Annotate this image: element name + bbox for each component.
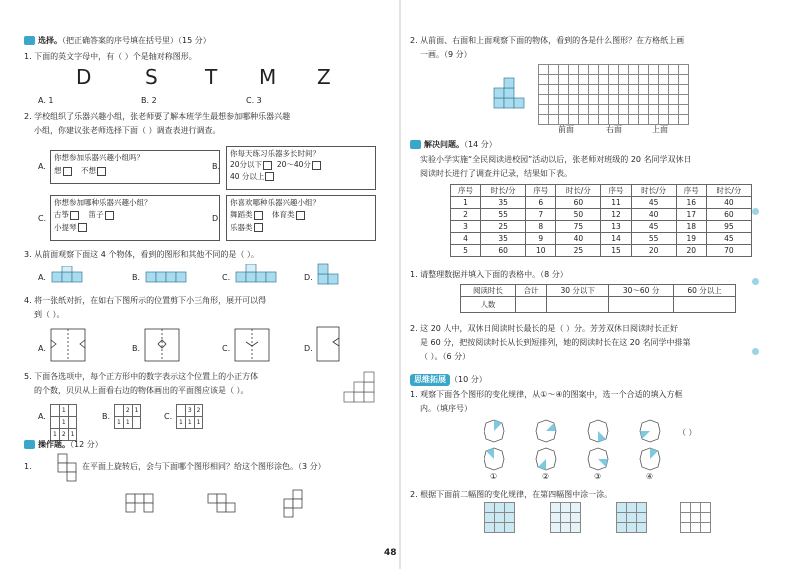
q5-text-b: 的个数，贝贝从上面看右边的物体画出的平面图应该是（ ）。 <box>34 386 249 395</box>
table-row <box>451 245 752 257</box>
q2-option-d[interactable]: D. <box>212 214 221 223</box>
checkbox[interactable] <box>312 161 321 170</box>
q4-paper-b <box>144 328 180 362</box>
table-header-cell: 序号 <box>676 185 706 197</box>
op1-number: 1. <box>24 462 32 471</box>
table-cell: 45 <box>706 233 751 245</box>
summary-table: 阅读时长 合计 30 分以下 30～60 分 60 分以上 人数 <box>460 284 736 313</box>
section-icon <box>24 440 35 449</box>
table-cell: 9 <box>526 233 556 245</box>
table-cell: 4 <box>451 233 481 245</box>
q1-text: 1. 下面的英文字母中，有（ ）个是轴对称图形。 <box>24 52 197 61</box>
e2-figure-3 <box>616 502 647 533</box>
q1-letter-z: Z <box>317 65 331 89</box>
table-cell: 10 <box>526 245 556 257</box>
survey-card-b: 你每天练习乐器多长时间？ 20分以下 20～40分 40 分以上 <box>226 146 376 190</box>
rq2-text-a: 2. 从前面、右面和上面观察下面的物体，看到的各是什么图形？在方格纸上画 <box>410 36 685 45</box>
rq2-text-b: 一画。（9 分） <box>420 50 472 59</box>
table-header-cell: 时长/分 <box>556 185 601 197</box>
rq2b-text-c: （ ）。（6 分） <box>420 352 471 361</box>
q3-option-c[interactable]: C. <box>222 273 231 282</box>
summary-cell-over60[interactable] <box>674 297 736 313</box>
survey-card-a: 你想参加乐器兴趣小组吗？ 想 不想 <box>50 150 220 184</box>
q1-letter-d: D <box>76 65 92 89</box>
table-cell: 40 <box>556 233 601 245</box>
q1-letter-t: T <box>205 65 218 89</box>
e1-answer-box[interactable]: （ ） <box>678 428 697 437</box>
table-header-cell: 序号 <box>451 185 481 197</box>
table-row <box>451 221 752 233</box>
checkbox[interactable] <box>254 223 263 232</box>
table-cell: 7 <box>526 209 556 221</box>
table-cell: 70 <box>706 245 751 257</box>
table-cell: 5 <box>451 245 481 257</box>
q2-option-b[interactable]: B. <box>212 162 221 171</box>
q2-text-a: 2. 学校组织了乐器兴趣小组，张老师要了解本班学生最想参加哪种乐器兴趣 <box>24 112 291 121</box>
margin-dot <box>752 208 759 215</box>
q1-letter-m: M <box>259 65 277 89</box>
checkbox[interactable] <box>263 161 272 170</box>
q4-option-c[interactable]: C. <box>222 344 231 353</box>
table-header-cell: 时长/分 <box>631 185 676 197</box>
reading-time-table <box>450 184 752 257</box>
table-cell: 40 <box>706 197 751 209</box>
q5-grid-a: 1 1 1 2 1 <box>50 404 77 441</box>
q4-paper-c <box>234 328 270 362</box>
grid-label-front: 前面 <box>558 125 574 134</box>
q3-cubes-c <box>234 264 294 286</box>
table-cell: 60 <box>706 209 751 221</box>
e2-figure-4-answer[interactable] <box>680 502 711 533</box>
rq1-text: 1. 请整理数据并填入下面的表格中。（8 分） <box>410 270 568 279</box>
table-cell: 2 <box>451 209 481 221</box>
q5-text-a: 5. 下面各选项中，每个正方形中的数字表示这个位置上的小正方体 <box>24 372 259 381</box>
table-header-cell: 时长/分 <box>481 185 526 197</box>
table-cell: 25 <box>556 245 601 257</box>
summary-cell-under30[interactable] <box>547 297 609 313</box>
checkbox[interactable] <box>97 167 106 176</box>
e1-option-1[interactable]: ① <box>490 472 498 481</box>
table-cell: 60 <box>556 197 601 209</box>
checkbox[interactable] <box>265 172 274 181</box>
q5-option-c[interactable]: C. <box>164 412 173 421</box>
table-cell: 13 <box>601 221 631 233</box>
op1-source-shape <box>56 452 80 486</box>
table-row <box>451 233 752 245</box>
q2-text-b: 小组，你建议张老师选择下面（ ）调查表进行调查。 <box>34 126 221 135</box>
table-header-cell: 序号 <box>601 185 631 197</box>
e1-pattern-row-top <box>484 418 684 444</box>
q3-option-b[interactable]: B. <box>132 273 141 282</box>
table-cell: 18 <box>676 221 706 233</box>
e2-figure-2 <box>550 502 581 533</box>
e1-option-3[interactable]: ③ <box>594 472 602 481</box>
q4-text-b: 到（ ）。 <box>34 310 65 319</box>
page-number: 48 <box>384 548 397 558</box>
table-cell: 75 <box>556 221 601 233</box>
q1-option-a[interactable]: A. 1 <box>38 96 54 105</box>
drawing-grid[interactable] <box>538 64 689 125</box>
q4-text-a: 4. 将一张纸对折，在如右下图所示的位置剪下小三角形，展开可以得 <box>24 296 267 305</box>
table-cell: 12 <box>601 209 631 221</box>
e2-text: 2. 根据下面前二幅图的变化规律，在第四幅图中涂一涂。 <box>410 490 613 499</box>
q3-text: 3. 从前面观察下面这 4 个物体，看到的图形和其他不同的是（ ）。 <box>24 250 259 259</box>
q5-option-b[interactable]: B. <box>102 412 111 421</box>
q4-option-a[interactable]: A. <box>38 344 46 353</box>
table-cell: 45 <box>631 221 676 233</box>
table-cell: 60 <box>481 245 526 257</box>
table-cell: 25 <box>481 221 526 233</box>
table-cell: 55 <box>631 233 676 245</box>
e1-text-a: 1. 观察下面各个图形的变化规律，从①～④的图案中，选一个合适的填入方框 <box>410 390 683 399</box>
checkbox[interactable] <box>78 223 87 232</box>
table-cell: 3 <box>451 221 481 233</box>
rq2b-text-a: 2. 这 20 人中，双休日阅读时长最长的是（ ）分。芳芳双休日阅读时长正好 <box>410 324 678 333</box>
table-cell: 15 <box>601 245 631 257</box>
q3-cubes-a <box>50 266 102 286</box>
survey-card-c: 你想参加哪种乐器兴趣小组？ 古筝 笛子 小提琴 <box>50 195 220 241</box>
table-cell: 6 <box>526 197 556 209</box>
q2-option-c[interactable]: C. <box>38 214 47 223</box>
q5-grid-c: 3 2 1 1 1 <box>176 404 203 429</box>
e1-pattern-row-options <box>484 446 684 472</box>
checkbox[interactable] <box>105 211 114 220</box>
rq2-cube-model <box>492 74 538 112</box>
q5-grid-b: 2 1 1 1 <box>114 404 141 429</box>
table-header-cell: 序号 <box>526 185 556 197</box>
grid-label-top: 上面 <box>652 125 668 134</box>
section-icon <box>24 36 35 45</box>
checkbox[interactable] <box>63 167 72 176</box>
table-cell: 50 <box>556 209 601 221</box>
section-solve-header: 解决问题。（14 分） <box>410 140 497 150</box>
table-cell: 55 <box>481 209 526 221</box>
q5-option-a[interactable]: A. <box>38 412 46 421</box>
checkbox[interactable] <box>70 211 79 220</box>
e1-option-2[interactable]: ② <box>542 472 550 481</box>
q1-letter-s: S <box>145 65 158 89</box>
table-cell: 40 <box>631 209 676 221</box>
table-cell: 20 <box>631 245 676 257</box>
rq2b-text-b: 是 60 分，把按阅读时长从长到短排列，她的阅读时长在这 20 名同学中排第 <box>420 338 691 347</box>
table-cell: 45 <box>631 197 676 209</box>
e1-text-b: 内。（填序号） <box>420 404 472 413</box>
q4-paper-a <box>50 328 86 362</box>
q4-folded-paper <box>316 326 346 364</box>
margin-dot <box>752 348 759 355</box>
op1-shape-2[interactable] <box>206 492 246 522</box>
table-cell: 19 <box>676 233 706 245</box>
summary-cell-30to60[interactable] <box>609 297 674 313</box>
q5-cube-stack <box>342 366 380 406</box>
q3-cubes-d <box>316 262 356 286</box>
table-row <box>451 197 752 209</box>
op1-text: 在平面上旋转后，会与下面哪个图形相同？给这个图形涂色。（3 分） <box>82 462 326 471</box>
margin-dot <box>752 278 759 285</box>
e1-option-4[interactable]: ④ <box>646 472 654 481</box>
survey-card-d: 你喜欢哪种乐器兴趣小组？ 舞蹈类 体育类 乐器类 <box>226 195 376 241</box>
table-header-row <box>451 185 752 197</box>
table-cell: 11 <box>601 197 631 209</box>
section-extension-header: 思维拓展 （10 分） <box>410 374 487 386</box>
table-cell: 95 <box>706 221 751 233</box>
grid-label-right: 右面 <box>606 125 622 134</box>
op1-shape-3[interactable] <box>282 488 312 524</box>
section-choice-header: 选择。（把正确答案的序号填在括号里）（15 分） <box>24 36 211 46</box>
table-cell: 14 <box>601 233 631 245</box>
table-cell: 35 <box>481 197 526 209</box>
checkbox[interactable] <box>296 211 305 220</box>
q1-option-b[interactable]: B. 2 <box>141 96 157 105</box>
op1-shape-1[interactable] <box>124 492 164 522</box>
section-icon <box>410 140 421 149</box>
checkbox[interactable] <box>254 211 263 220</box>
q1-option-c[interactable]: C. 3 <box>246 96 262 105</box>
table-cell: 35 <box>481 233 526 245</box>
q2-option-a[interactable]: A. <box>38 162 46 171</box>
q4-option-d[interactable]: D. <box>304 344 313 353</box>
solve-intro-a: 实验小学实施“全民阅读进校园”活动以后，张老师对班级的 20 名同学双休日 <box>420 155 692 164</box>
q3-option-a[interactable]: A. <box>38 273 46 282</box>
q3-cubes-b <box>144 266 196 286</box>
table-cell: 8 <box>526 221 556 233</box>
table-header-cell: 时长/分 <box>706 185 751 197</box>
q3-option-d[interactable]: D. <box>304 273 313 282</box>
section-operation-header: 操作题。（12 分） <box>24 440 103 450</box>
e2-figure-1 <box>484 502 515 533</box>
summary-cell-total[interactable] <box>515 297 546 313</box>
q4-option-b[interactable]: B. <box>132 344 141 353</box>
table-cell: 20 <box>676 245 706 257</box>
table-cell: 1 <box>451 197 481 209</box>
table-row <box>451 209 752 221</box>
solve-intro-b: 阅读时长进行了调查并记录，结果如下表。 <box>420 169 572 178</box>
table-cell: 16 <box>676 197 706 209</box>
book-spine <box>399 0 401 569</box>
table-cell: 17 <box>676 209 706 221</box>
